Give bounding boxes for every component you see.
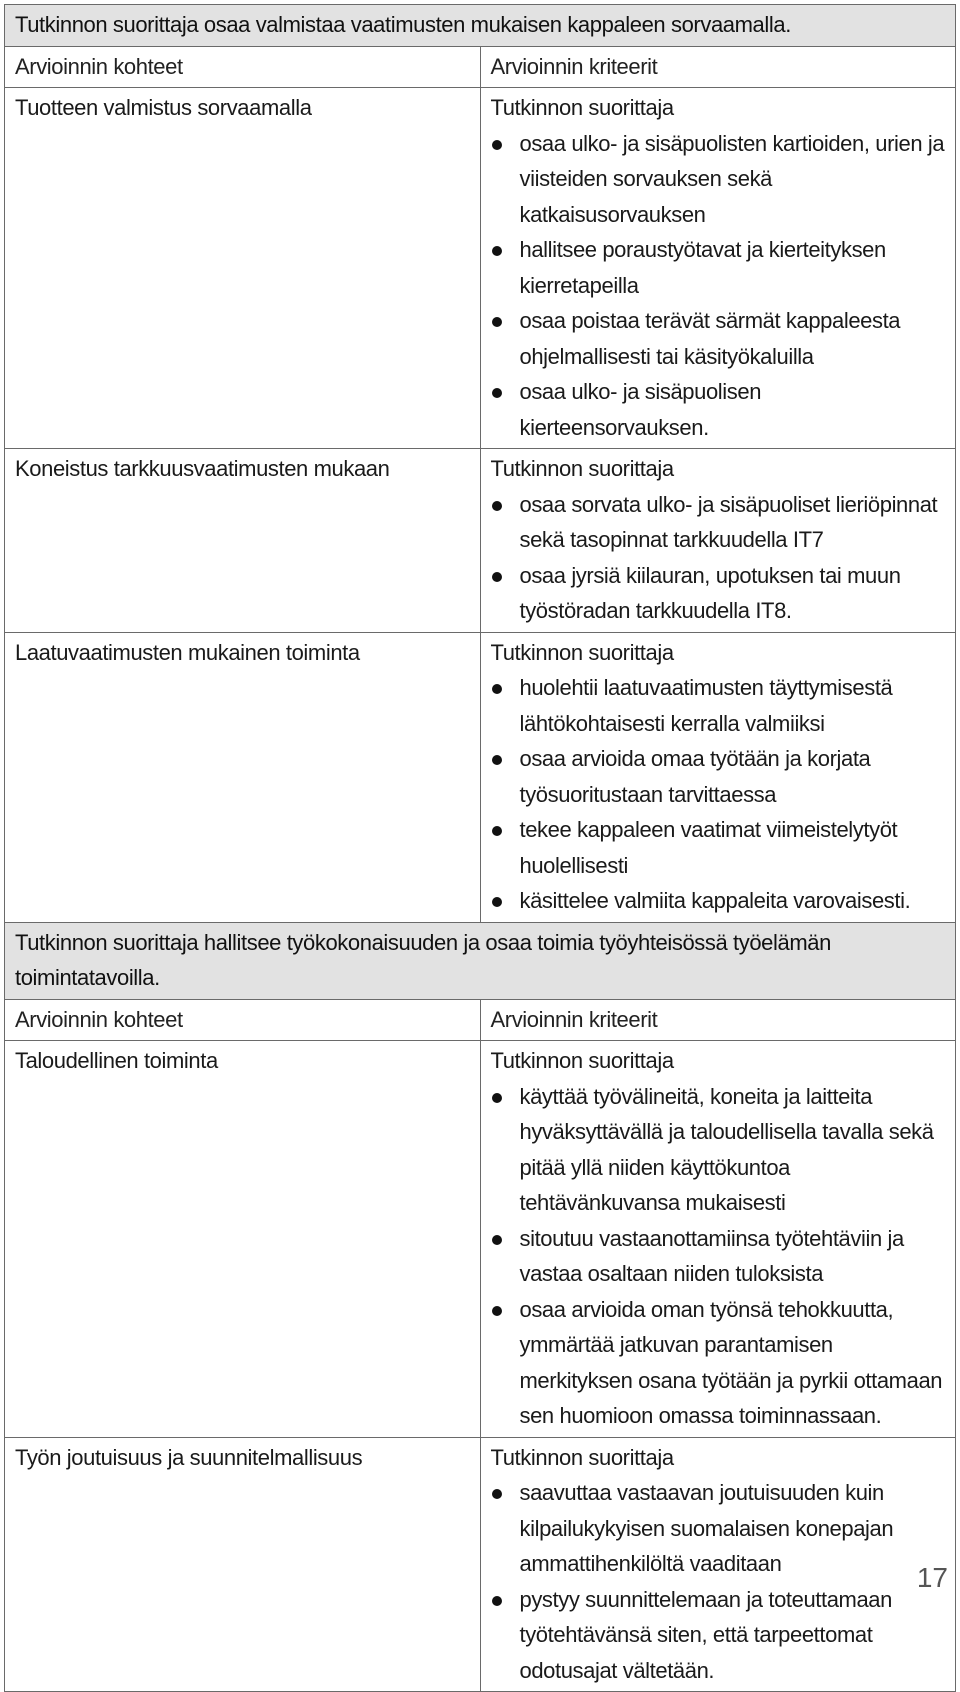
criteria-item-text: käyttää työvälineitä, koneita ja laitteita hyväksyttävällä ja taloudellisella tavalla sekä pitää yllä niiden käyttökuntoa tehtävänkuvansa mukaisesti — [519, 1083, 934, 1215]
criteria-item — [491, 1221, 946, 1292]
criteria-item — [491, 1292, 946, 1434]
criteria-row — [5, 1437, 956, 1692]
criteria-item-text: osaa sorvata ulko- ja sisäpuoliset lieriöpinnat sekä tasopinnat tarkkuudella IT7 — [519, 491, 938, 552]
section-heading-row — [5, 5, 956, 47]
criteria-item-text: sitoutuu vastaanottamiinsa työtehtäviin ja vastaa osaltaan niiden tuloksista — [519, 1225, 904, 1286]
criteria-item-text: osaa ulko- ja sisäpuolisten kartioiden, urien ja viisteiden sorvauksen sekä katkaisusorvauksen — [519, 130, 945, 227]
bullet-dot-icon — [492, 388, 502, 398]
criteria-item-text: osaa arvioida omaa työtään ja korjata työsuoritustaan tarvittaessa — [519, 746, 871, 807]
assessment-target: Laatuvaatimusten mukainen toiminta — [15, 639, 360, 665]
bullet-dot-icon — [492, 246, 502, 256]
assessment-criteria-cell — [480, 1437, 956, 1692]
criteria-row — [5, 632, 956, 922]
criteria-item-text: osaa arvioida oman työnsä tehokkuutta, ymmärtää jatkuvan parantamisen merkityksen osana työtään ja pyrkii ottamaan sen huomioon omassa toiminnassaan. — [519, 1296, 943, 1428]
assessment-target-cell — [5, 1437, 481, 1692]
criteria-document — [4, 4, 956, 1692]
criteria-table-body — [5, 5, 956, 1692]
criteria-item — [491, 303, 946, 374]
criteria-item — [491, 126, 946, 233]
criteria-list — [491, 487, 946, 629]
bullet-dot-icon — [492, 826, 502, 836]
bullet-dot-icon — [492, 1093, 502, 1103]
column-header-criteria: Arvioinnin kriteerit — [480, 999, 956, 1041]
assessment-target: Tuotteen valmistus sorvaamalla — [15, 95, 312, 120]
column-header-row — [5, 999, 956, 1041]
bullet-dot-icon — [492, 572, 502, 582]
criteria-lead: Tutkinnon suorittaja — [490, 456, 674, 481]
assessment-target-cell — [5, 632, 481, 922]
criteria-item — [491, 1582, 946, 1689]
assessment-target-cell — [5, 449, 481, 633]
criteria-row — [5, 449, 956, 633]
bullet-dot-icon — [492, 317, 502, 327]
criteria-list — [491, 1475, 946, 1688]
criteria-item — [491, 487, 946, 558]
column-header-targets: Arvioinnin kohteet — [5, 999, 481, 1041]
criteria-item — [491, 883, 946, 919]
criteria-item-text: käsittelee valmiita kappaleita varovaisesti. — [519, 888, 911, 913]
criteria-item — [491, 232, 946, 303]
criteria-lead: Tutkinnon suorittaja — [490, 95, 674, 120]
criteria-item — [491, 558, 946, 629]
column-header-row — [5, 46, 956, 88]
bullet-dot-icon — [492, 1489, 502, 1499]
assessment-criteria-cell — [480, 632, 956, 922]
criteria-list — [491, 126, 946, 446]
criteria-item — [491, 1079, 946, 1221]
criteria-item-text: pystyy suunnittelemaan ja toteuttamaan työtehtävänsä siten, että tarpeettomat odotusajat vältetään. — [519, 1586, 892, 1683]
criteria-item-text: huolehtii laatuvaatimusten täyttymisestä lähtökohtaisesti kerralla valmiiksi — [519, 675, 893, 736]
bullet-dot-icon — [492, 897, 502, 907]
bullet-dot-icon — [492, 755, 502, 765]
assessment-criteria-cell — [480, 88, 956, 449]
bullet-dot-icon — [492, 1306, 502, 1316]
assessment-criteria-cell — [480, 449, 956, 633]
assessment-target-cell — [5, 1041, 481, 1438]
criteria-item — [491, 812, 946, 883]
criteria-item — [491, 741, 946, 812]
assessment-criteria-cell — [480, 1041, 956, 1438]
criteria-item-text: hallitsee poraustyötavat ja kierteityksen kierretapeilla — [519, 237, 886, 298]
criteria-table — [4, 4, 956, 1692]
bullet-dot-icon — [492, 501, 502, 511]
assessment-target: Työn joutuisuus ja suunnitelmallisuus — [15, 1444, 363, 1470]
assessment-target-cell — [5, 88, 481, 449]
bullet-dot-icon — [492, 140, 502, 150]
bullet-dot-icon — [492, 1596, 502, 1606]
criteria-item-text: osaa poistaa terävät särmät kappaleesta ohjelmallisesti tai käsityökaluilla — [519, 308, 901, 369]
criteria-list — [491, 1079, 946, 1434]
criteria-item — [491, 670, 946, 741]
criteria-list — [491, 670, 946, 919]
bullet-dot-icon — [492, 684, 502, 694]
bullet-dot-icon — [492, 1235, 502, 1245]
assessment-target: Koneistus tarkkuusvaatimusten mukaan — [15, 456, 390, 481]
criteria-row — [5, 1041, 956, 1438]
criteria-item-text: tekee kappaleen vaatimat viimeistelytyöt huolellisesti — [519, 817, 898, 878]
criteria-item — [491, 1475, 946, 1582]
section-heading-row — [5, 922, 956, 999]
criteria-lead: Tutkinnon suorittaja — [490, 639, 674, 665]
criteria-lead: Tutkinnon suorittaja — [490, 1048, 674, 1073]
criteria-row — [5, 88, 956, 449]
criteria-item-text: osaa ulko- ja sisäpuolisen kierteensorvauksen. — [519, 379, 762, 440]
page-number: 17 — [916, 1562, 948, 1593]
assessment-target: Taloudellinen toiminta — [15, 1048, 218, 1073]
criteria-item-text: saavuttaa vastaavan joutuisuuden kuin kilpailukykyisen suomalaisen konepajan ammattihenkilöltä vaaditaan — [519, 1480, 894, 1576]
criteria-item — [491, 374, 946, 445]
criteria-item-text: osaa jyrsiä kiilauran, upotuksen tai muun työstöradan tarkkuudella IT8. — [519, 562, 901, 623]
criteria-lead: Tutkinnon suorittaja — [490, 1444, 674, 1470]
section-heading: Tutkinnon suorittaja hallitsee työkokonaisuuden ja osaa toimia työyhteisössä työelämän toimintatavoilla. — [5, 922, 956, 999]
column-header-targets: Arvioinnin kohteet — [5, 46, 481, 88]
section-heading: Tutkinnon suorittaja osaa valmistaa vaatimusten mukaisen kappaleen sorvaamalla. — [5, 5, 956, 47]
column-header-criteria: Arvioinnin kriteerit — [480, 46, 956, 88]
